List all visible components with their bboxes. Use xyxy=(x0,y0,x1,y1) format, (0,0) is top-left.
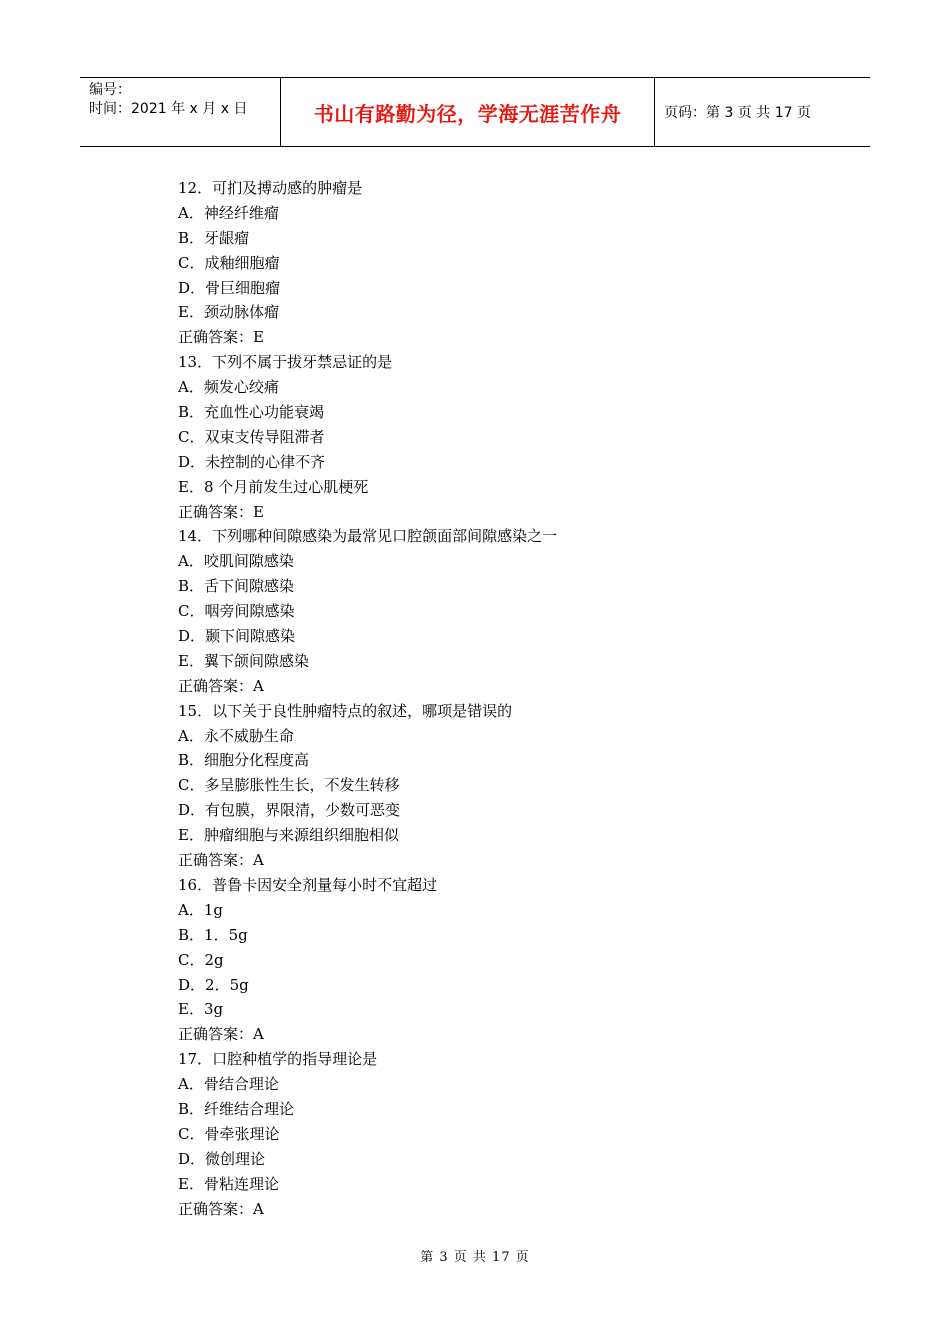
header-page-label: 页码：第 3 页 共 17 页 xyxy=(664,105,811,121)
answer-option: C．双束支传导阻滞者 xyxy=(178,427,325,446)
page-footer: 第 3 页 共 17 页 xyxy=(420,1250,530,1265)
answer-option: C．多呈膨胀性生长，不发生转移 xyxy=(178,776,400,795)
answer-option: D．未控制的心律不齐 xyxy=(178,452,326,471)
answer-option: A．咬肌间隙感染 xyxy=(178,552,294,571)
answer-option: B．纤维结合理论 xyxy=(178,1099,295,1118)
answer-option: B．舌下间隙感染 xyxy=(178,577,295,596)
question-stem: 17．口腔种植学的指导理论是 xyxy=(178,1050,378,1069)
correct-answer: 正确答案：E xyxy=(178,502,264,521)
question-stem: 12．可扪及搏动感的肿瘤是 xyxy=(178,179,363,197)
correct-answer: 正确答案：E xyxy=(178,328,264,347)
question-block xyxy=(178,350,818,524)
answer-option: A．永不威胁生命 xyxy=(178,726,294,745)
answer-option: C．2g xyxy=(178,950,224,969)
answer-option: C．骨牵张理论 xyxy=(178,1124,280,1143)
answer-option: D．2．5g xyxy=(178,975,249,994)
answer-option: E．翼下颌间隙感染 xyxy=(178,651,309,670)
correct-answer: 正确答案：A xyxy=(178,1025,264,1044)
answer-option: E．颈动脉体瘤 xyxy=(178,303,279,322)
question-block xyxy=(178,699,818,873)
answer-option: D．微创理论 xyxy=(178,1149,266,1168)
header-motto: 书山有路勤为径，学海无涯苦作舟 xyxy=(281,78,655,146)
answer-option: E．3g xyxy=(178,1000,224,1019)
question-block xyxy=(178,176,818,350)
question-stem: 15．以下关于良性肿瘤特点的叙述，哪项是错误的 xyxy=(178,701,513,720)
answer-option: E．肿瘤细胞与来源组织细胞相似 xyxy=(178,826,399,845)
answer-option: D．有包膜，界限清，少数可恶变 xyxy=(178,801,401,820)
correct-answer: 正确答案：A xyxy=(178,1199,264,1218)
correct-answer: 正确答案：A xyxy=(178,676,264,695)
answer-option: C．成釉细胞瘤 xyxy=(178,253,280,272)
answer-option: B．1．5g xyxy=(178,925,248,944)
document-number-label: 编号： xyxy=(89,82,131,98)
answer-option: B．牙龈瘤 xyxy=(178,228,250,247)
answer-option: A．神经纤维瘤 xyxy=(178,203,279,222)
answer-option: C．咽旁间隙感染 xyxy=(178,602,295,621)
question-stem: 16．普鲁卡因安全剂量每小时不宜超过 xyxy=(178,875,438,894)
answer-option: A．1g xyxy=(178,900,223,919)
header-meta xyxy=(80,78,281,146)
answer-option: E．8 个月前发生过心肌梗死 xyxy=(178,477,369,496)
question-stem: 13．下列不属于拔牙禁忌证的是 xyxy=(178,353,393,372)
question-stem: 14．下列哪种间隙感染为最常见口腔颌面部间隙感染之一 xyxy=(178,527,558,546)
question-block xyxy=(178,873,818,1047)
document-time-label: 时间：2021 年 x 月 x 日 xyxy=(89,101,248,117)
question-list xyxy=(178,176,818,1221)
answer-option: D．骨巨细胞瘤 xyxy=(178,278,281,297)
answer-option: E．骨粘连理论 xyxy=(178,1174,279,1193)
answer-option: B．充血性心功能衰竭 xyxy=(178,403,325,422)
answer-option: D．颞下间隙感染 xyxy=(178,627,296,646)
answer-option: A．骨结合理论 xyxy=(178,1075,279,1094)
question-block xyxy=(178,524,818,698)
answer-option: B．细胞分化程度高 xyxy=(178,751,310,770)
page-header xyxy=(80,77,870,147)
question-block xyxy=(178,1047,818,1221)
answer-option: A．频发心绞痛 xyxy=(178,378,279,397)
correct-answer: 正确答案：A xyxy=(178,851,264,870)
